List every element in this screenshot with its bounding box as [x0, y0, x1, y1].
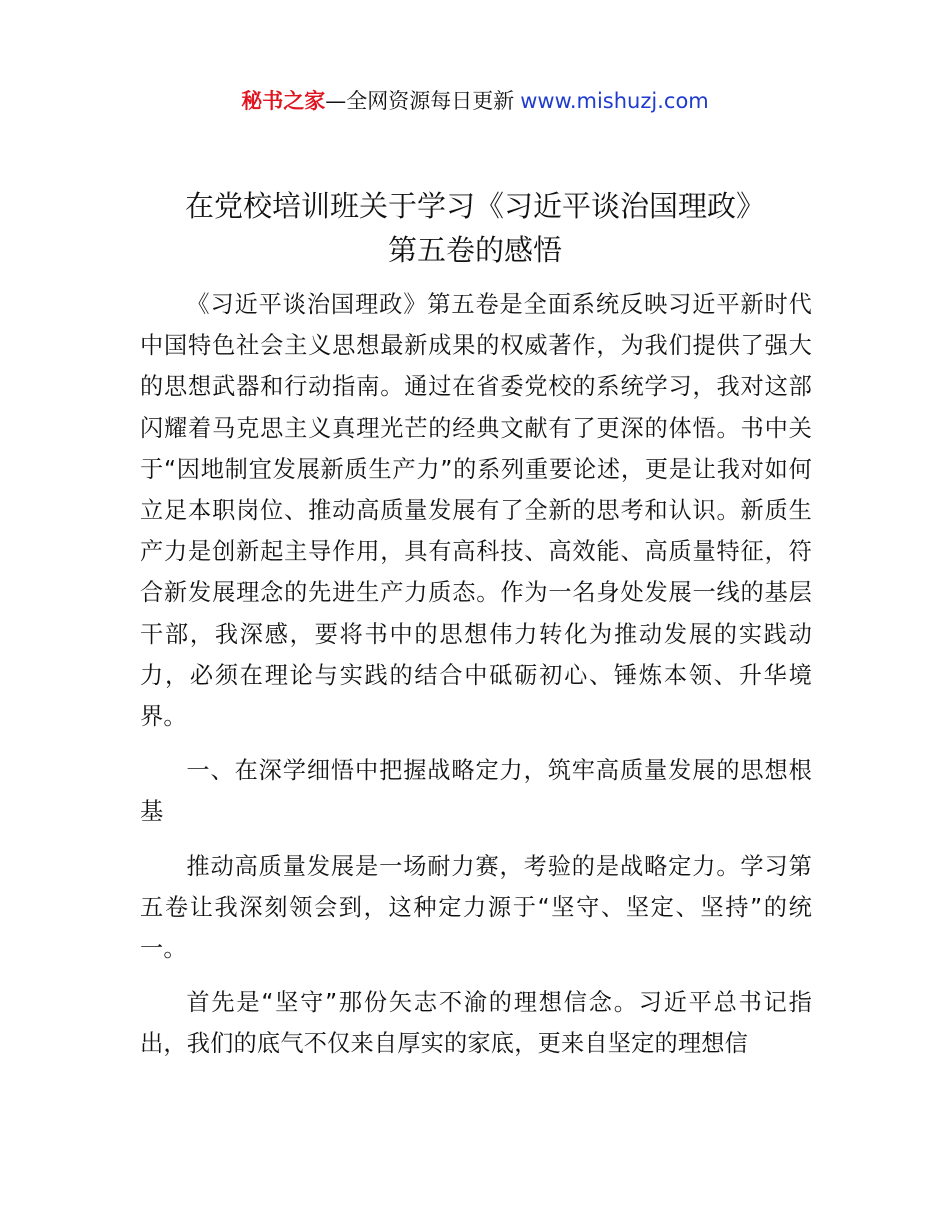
- site-brand: 秘书之家: [241, 89, 326, 113]
- site-header: [0, 86, 950, 116]
- section-heading-1: 一、在深学细悟中把握战略定力，筑牢高质量发展的思想根基: [140, 757, 812, 826]
- paragraph-3: 首先是“坚守”那份矢志不渝的理想信念。习近平总书记指出，我们的底气不仅来自厚实的家底，更来自坚定的理想信: [140, 989, 812, 1058]
- document-title: [100, 184, 850, 272]
- paragraph-2: 推动高质量发展是一场耐力赛，考验的是战略定力。学习第五卷让我深刻领会到，这种定力源于“坚守、坚定、坚持”的统一。: [140, 852, 812, 963]
- title-line-1: 在党校培训班关于学习《习近平谈治国理政》: [184, 189, 765, 223]
- site-tagline: —全网资源每日更新: [325, 89, 515, 113]
- site-url-link[interactable]: www.mishuzj.com: [520, 89, 709, 113]
- document-body: [140, 284, 812, 1078]
- title-line-2: 第五卷的感悟: [387, 233, 562, 267]
- paragraph-intro: 《习近平谈治国理政》第五卷是全面系统反映习近平新时代中国特色社会主义思想最新成果的权威著作，为我们提供了强大的思想武器和行动指南。通过在省委党校的系统学习，我对这部闪耀着马克思主义真理光芒的经典文献有了更深的体悟。书中关于“因地制宜发展新质生产力”的系列重要论述，更是让我对如何立足本职岗位、推动高质量发展有了全新的思考和认识。新质生产力是创新起主导作用，具有高科技、高效能、高质量特征，符合新发展理念的先进生产力质态。作为一名身处发展一线的基层干部，我深感，要将书中的思想伟力转化为推动发展的实践动力，必须在理论与实践的结合中砥砺初心、锤炼本领、升华境界。: [140, 291, 812, 731]
